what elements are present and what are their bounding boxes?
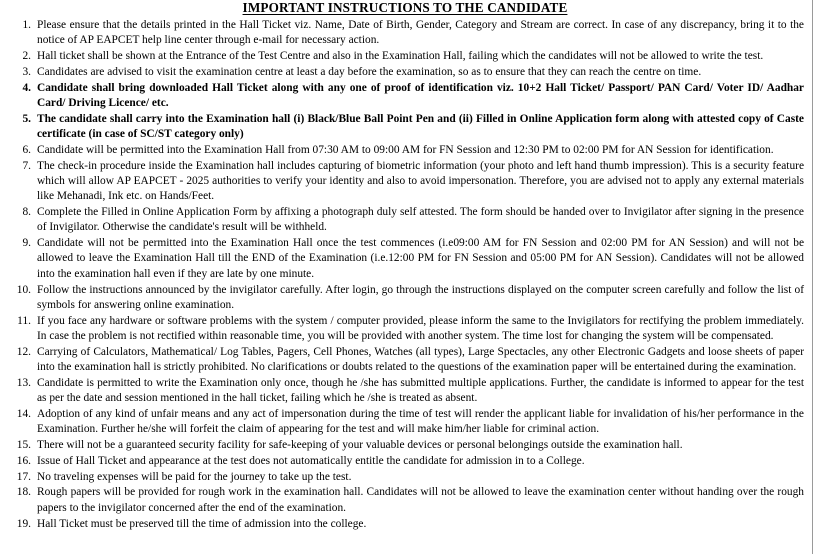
instruction-item <box>0 65 806 80</box>
instruction-number: 1. <box>22 19 31 31</box>
instruction-item <box>0 376 806 407</box>
instruction-item <box>0 49 806 64</box>
instruction-number: 9. <box>22 237 31 250</box>
instruction-number: 16. <box>16 454 31 467</box>
instruction-item <box>0 159 806 205</box>
instruction-text: Candidate will be permitted into the Examination Hall from 07:30 AM to 09:00 AM for FN Session and 12:30 PM to 02:00 PM for AN Session for identification. <box>37 143 774 156</box>
instruction-number: 8. <box>22 206 31 219</box>
instruction-number: 6. <box>22 143 31 156</box>
instruction-item <box>0 454 806 469</box>
instruction-number: 4. <box>22 81 31 94</box>
instruction-text: Complete the Filled in Online Application Form by affixing a photograph duly self attested. The form should be handed over to Invigilator after signing in the presence of Invigilator. Otherwise the candidate's result will be withheld. <box>37 206 804 234</box>
instruction-item <box>0 314 806 345</box>
instruction-text: The check-in procedure inside the Examination hall includes capturing of biometric information (your photo and left hand thumb impression). This is a security feature which will allow AP EAPCET - 2025 authorities to verify your identity and also to avoid impersonation. Therefore, you are advised not to apply any external materials like Mehanadi, Ink etc. on Hands/Feet. <box>37 159 804 203</box>
instruction-number: 17. <box>16 470 31 483</box>
instruction-item <box>0 485 806 516</box>
instruction-item <box>0 18 806 49</box>
instruction-text: Hall Ticket must be preserved till the time of admission into the college. <box>37 517 367 530</box>
instruction-text: Candidates are advised to visit the examination centre at least a day before the examination, so as to ensure that they can reach the centre on time. <box>37 65 702 78</box>
instruction-text: Candidate is permitted to write the Examination only once, though he /she has submitted multiple applications. Further, the candidate is informed to appear for the test as per the date and session mentioned in the hall ticket, failing which he /she is treated as absent. <box>37 376 804 405</box>
instruction-text: Rough papers will be provided for rough work in the examination hall. Candidates will not be allowed to leave the examination center without handing over the rough papers to the invigilator concerned after the end of the examination. <box>37 486 804 514</box>
instruction-item <box>0 236 806 282</box>
instruction-item <box>0 517 806 532</box>
instruction-text: If you face any hardware or software problems with the system / computer provided, please inform the same to the Invigilators for rectifying the problem immediately. In case the problem is not rectified within reasonable time, you will be provided with another system. The time lost for changing the system will be compensated. <box>37 314 804 342</box>
instructions-list <box>0 18 816 532</box>
instruction-text: Candidate will not be permitted into the Examination Hall once the test commences (i.e09:00 AM for FN Session and 02:00 PM for AN Session) and will not be allowed to leave the Examination Hall till the END of the Examination (i.e.12:00 PM for FN Session and 05:00 PM for AN Session). Candidates will not be allowed into the examination hall even if they are late by one minute. <box>37 237 804 280</box>
instruction-number: 13. <box>16 376 31 389</box>
instruction-number: 3. <box>22 65 31 78</box>
instruction-text: No traveling expenses will be paid for the journey to take up the test. <box>37 470 352 483</box>
instruction-item <box>0 283 806 314</box>
instruction-number: 10. <box>16 283 31 296</box>
instruction-item <box>0 470 806 485</box>
instruction-number: 15. <box>16 439 31 452</box>
instruction-item <box>0 143 806 158</box>
instruction-number: 14. <box>16 407 31 420</box>
instruction-number: 19. <box>16 517 31 530</box>
instruction-text: Follow the instructions announced by the invigilator carefully. After login, go through the instructions displayed on the computer screen carefully and follow the list of symbols for answering online examination. <box>37 283 804 311</box>
instruction-text: Hall ticket shall be shown at the Entrance of the Test Centre and also in the Examination Hall, failing which the candidates will not be allowed to write the test. <box>37 50 764 63</box>
instruction-item <box>0 205 806 236</box>
instruction-text: Issue of Hall Ticket and appearance at the test does not automatically entitle the candidate for admission in to a College. <box>37 454 585 467</box>
instruction-number: 2. <box>22 50 31 63</box>
instruction-text: The candidate shall carry into the Examination hall (i) Black/Blue Ball Point Pen and (ii) Filled in Online Application form along with attested copy of Caste certificate (in case of SC/ST category only) <box>37 112 804 141</box>
instruction-number: 7. <box>22 159 31 172</box>
instruction-text: Carrying of Calculators, Mathematical/ Log Tables, Pagers, Cell Phones, Watches (all types), Large Spectacles, any other Electronic Gadgets and loose sheets of paper into the examination hall is strictly prohibited. No clarifications or doubts related to the questions of the examination paper will be entertained during the examination. <box>37 345 804 374</box>
instruction-item <box>0 407 806 438</box>
page-title: IMPORTANT INSTRUCTIONS TO THE CANDIDATE <box>242 0 568 15</box>
instruction-text: Candidate shall bring downloaded Hall Ticket along with any one of proof of identification viz. 10+2 Hall Ticket/ Passport/ PAN Card/ Voter ID/ Aadhar Card/ Driving Licence/ etc. <box>37 81 804 109</box>
instruction-number: 18. <box>16 486 31 499</box>
instruction-text: There will not be a guaranteed security facility for safe-keeping of your valuable devices or personal belongings outside the examination hall. <box>37 439 683 452</box>
instruction-item <box>0 81 806 112</box>
instruction-item <box>0 438 806 453</box>
instruction-number: 12. <box>16 345 31 358</box>
page-right-border-rule <box>812 0 813 554</box>
instruction-number: 5. <box>22 112 31 125</box>
instruction-text: Adoption of any kind of unfair means and any act of impersonation during the time of test will render the applicant liable for invalidation of his/her performance in the Examination. Further he/she will forfeit the claim of appearing for the test and will make him/her liable for criminal action. <box>37 407 804 436</box>
instruction-text: Please ensure that the details printed in the Hall Ticket viz. Name, Date of Birth, Gender, Category and Stream are correct. In case of any discrepancy, bring it to the notice of AP EAPCET help line center through e-mail for necessary action. <box>37 19 804 47</box>
instruction-item <box>0 345 806 376</box>
instruction-number: 11. <box>17 314 31 327</box>
instruction-item <box>0 112 806 143</box>
